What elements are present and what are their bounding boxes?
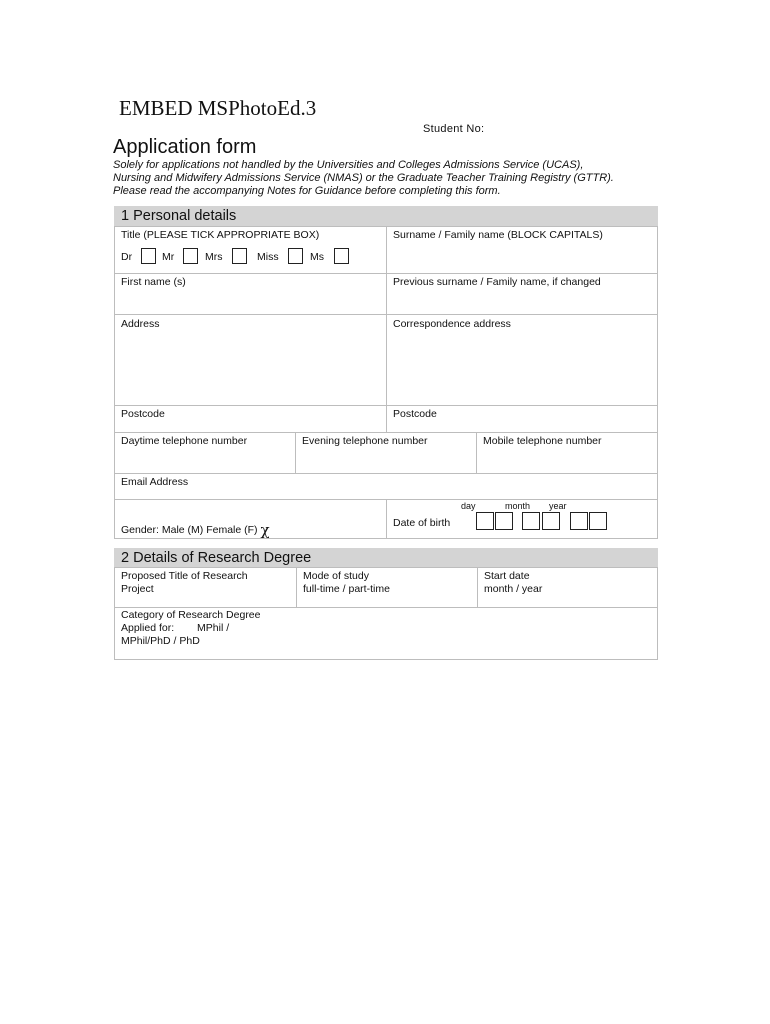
mode-of-study-options: full-time / part-time — [303, 583, 390, 595]
dob-year-box-1[interactable] — [570, 512, 588, 530]
student-no-label: Student No: — [423, 123, 485, 135]
applied-for-label: Applied for: — [121, 622, 175, 634]
correspondence-postcode-label: Postcode — [393, 408, 437, 420]
dob-day-label: day — [461, 501, 476, 511]
start-date-format: month / year — [484, 583, 543, 595]
degree-category-label: Category of Research Degree — [121, 609, 261, 621]
title-checkbox-mr[interactable] — [183, 248, 198, 264]
intro-line-3: Please read the accompanying Notes for Guidance before completing this form. — [113, 185, 501, 197]
mphil-option: MPhil / — [197, 622, 230, 634]
start-date-field[interactable] — [478, 568, 657, 607]
address-label: Address — [121, 318, 160, 330]
proposed-title-field[interactable] — [115, 568, 296, 607]
gender-label: Gender: Male (M) Female (F) — [121, 524, 258, 536]
address-field[interactable] — [115, 315, 386, 405]
postcode-field[interactable] — [115, 406, 386, 432]
intro-text — [113, 159, 614, 198]
correspondence-address-label: Correspondence address — [393, 318, 511, 330]
title-checkbox-miss[interactable] — [288, 248, 303, 264]
dob-day-box-1[interactable] — [476, 512, 494, 530]
surname-label: Surname / Family name (BLOCK CAPITALS) — [393, 229, 603, 241]
postcode-label: Postcode — [121, 408, 165, 420]
section-2-heading: 2 Details of Research Degree — [114, 548, 658, 568]
title-checkbox-dr[interactable] — [141, 248, 156, 264]
daytime-phone-label: Daytime telephone number — [121, 435, 248, 447]
mobile-phone-field[interactable] — [477, 433, 657, 473]
daytime-phone-field[interactable] — [115, 433, 295, 473]
evening-phone-label: Evening telephone number — [302, 435, 428, 447]
gender-field[interactable] — [121, 519, 270, 537]
title-option-mrs-label: Mrs — [205, 251, 223, 263]
mobile-phone-label: Mobile telephone number — [483, 435, 602, 447]
correspondence-address-field[interactable] — [387, 315, 657, 405]
degree-category-applied — [121, 622, 651, 635]
title-checkbox-mrs[interactable] — [232, 248, 247, 264]
intro-line-2: Nursing and Midwifery Admissions Service (NMAS) or the Graduate Teacher Training Registry (GTTR). — [113, 172, 614, 184]
email-field[interactable] — [115, 474, 657, 499]
dob-year-box-2[interactable] — [589, 512, 607, 530]
mode-of-study-label: Mode of study — [303, 570, 369, 582]
first-name-field[interactable] — [115, 274, 386, 314]
title-option-dr-label: Dr — [121, 251, 133, 263]
page-title: Application form — [113, 136, 257, 158]
section-1-heading: 1 Personal details — [114, 206, 658, 226]
first-name-label: First name (s) — [121, 276, 186, 288]
email-label: Email Address — [121, 476, 189, 488]
title-option-mr-label: Mr — [162, 251, 175, 263]
correspondence-postcode-field[interactable] — [387, 406, 657, 432]
research-degree-grid — [114, 567, 658, 660]
mode-of-study-field[interactable] — [297, 568, 477, 607]
dob-month-label: month — [505, 501, 531, 511]
title-option-miss-label: Miss — [257, 251, 279, 263]
title-option-ms-label: Ms — [310, 251, 324, 263]
title-checkbox-ms[interactable] — [334, 248, 349, 264]
evening-phone-field[interactable] — [296, 433, 476, 473]
column-divider — [386, 499, 387, 539]
dob-month-box-2[interactable] — [542, 512, 560, 530]
previous-surname-field[interactable] — [387, 274, 657, 314]
embed-placeholder-text: EMBED MSPhotoEd.3 — [119, 96, 317, 120]
personal-details-grid — [114, 226, 658, 539]
proposed-title-label-2: Project — [121, 583, 154, 595]
degree-category-field[interactable] — [115, 608, 657, 660]
intro-line-1: Solely for applications not handled by the Universities and Colleges Admissions Service (UCAS), — [113, 159, 584, 171]
dob-label: Date of birth — [393, 517, 451, 529]
proposed-title-label-1: Proposed Title of Research — [121, 570, 248, 582]
dob-year-label: year — [549, 501, 567, 511]
surname-field[interactable] — [387, 227, 657, 273]
gender-mark: χ — [260, 521, 270, 539]
previous-surname-label: Previous surname / Family name, if changed — [393, 276, 601, 288]
mphil-phd-options: MPhil/PhD / PhD — [121, 635, 200, 647]
dob-month-box-1[interactable] — [522, 512, 540, 530]
start-date-label: Start date — [484, 570, 530, 582]
title-label: Title (PLEASE TICK APPROPRIATE BOX) — [121, 229, 320, 241]
dob-day-box-2[interactable] — [495, 512, 513, 530]
